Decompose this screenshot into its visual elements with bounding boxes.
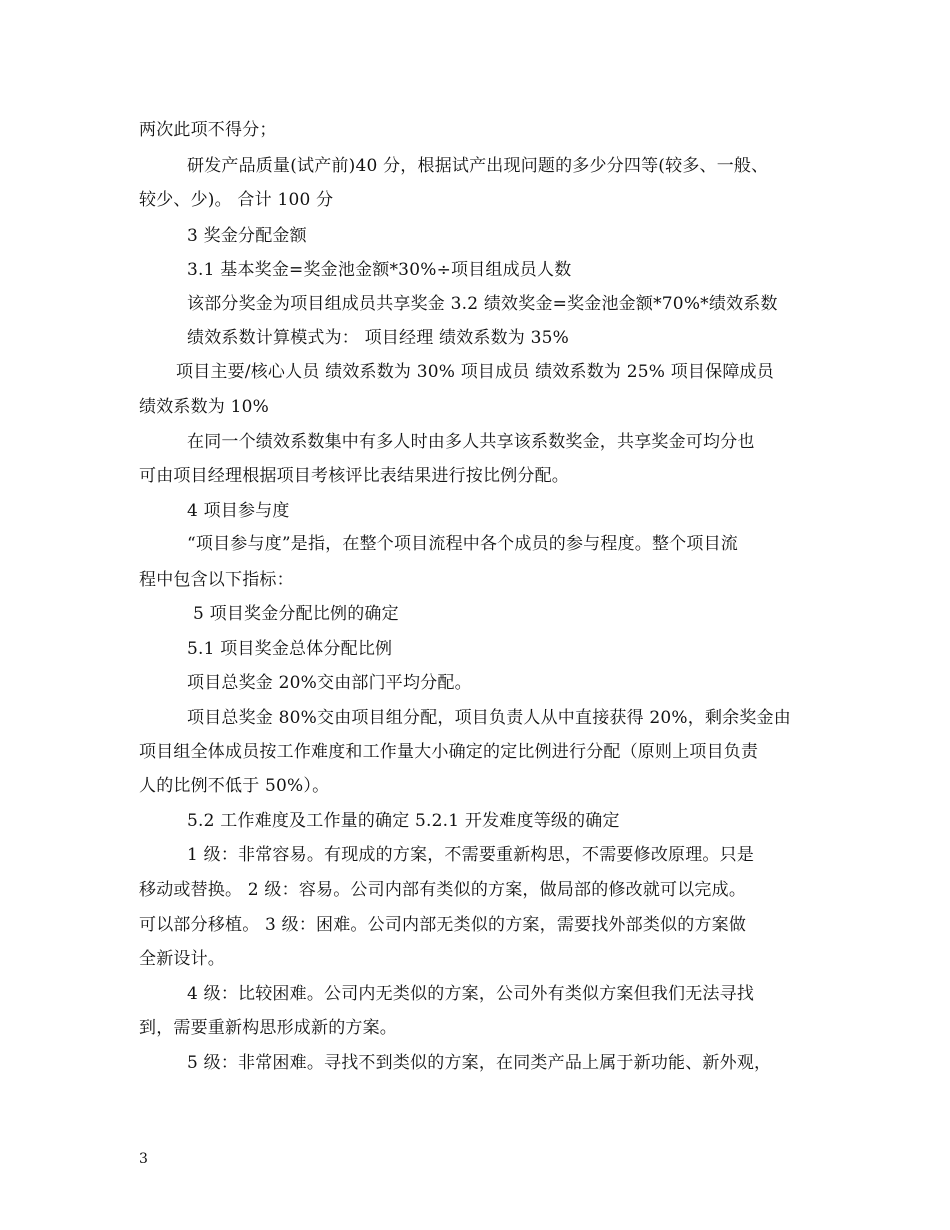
text-line: 人的比例不低于 50%）。 <box>139 776 330 796</box>
text-line: 该部分奖金为项目组成员共享奖金 3.2 绩效奖金=奖金池金额*70%*绩效系数 <box>187 294 778 314</box>
text-line: 较少、少)。 合计 100 分 <box>139 190 334 210</box>
text-line: 项目组全体成员按工作难度和工作量大小确定的定比例进行分配（原则上项目负责 <box>139 742 759 762</box>
text-line: 项目总奖金 20%交由部门平均分配。 <box>187 673 472 693</box>
text-line: 全新设计。 <box>139 949 225 969</box>
text-line: 程中包含以下指标： <box>139 570 294 590</box>
text-line: 5 级：非常困难。寻找不到类似的方案，在同类产品上属于新功能、新外观， <box>187 1053 772 1073</box>
text-line: 4 级：比较困难。公司内无类似的方案，公司外有类似方案但我们无法寻找 <box>187 984 755 1004</box>
subsection-heading: 3.1 基本奖金=奖金池金额*30%÷项目组成员人数 <box>187 260 572 280</box>
text-line: 1 级：非常容易。有现成的方案，不需要重新构思，不需要修改原理。只是 <box>187 845 755 865</box>
text-line: 移动或替换。 2 级：容易。公司内部有类似的方案，做局部的修改就可以完成。 <box>139 880 747 900</box>
section-heading: 3 奖金分配金额 <box>187 226 307 246</box>
text-line: 绩效系数计算模式为： 项目经理 绩效系数为 35% <box>187 328 569 348</box>
text-line: 在同一个绩效系数集中有多人时由多人共享该系数奖金，共享奖金可均分也 <box>187 432 755 452</box>
page-number: 3 <box>139 1151 148 1167</box>
text-line: 研发产品质量(试产前)40 分，根据试产出现问题的多少分四等(较多、一般、 <box>187 156 769 176</box>
text-line: 项目总奖金 80%交由项目组分配，项目负责人从中直接获得 20%，剩余奖金由 <box>187 708 791 728</box>
text-line: 可以部分移植。 3 级：困难。公司内部无类似的方案，需要找外部类似的方案做 <box>139 915 747 935</box>
text-line: 可由项目经理根据项目考核评比表结果进行按比例分配。 <box>139 466 569 486</box>
section-heading: 5 项目奖金分配比例的确定 <box>193 604 399 624</box>
subsection-heading: 5.2 工作难度及工作量的确定 5.2.1 开发难度等级的确定 <box>187 811 620 831</box>
subsection-heading: 5.1 项目奖金总体分配比例 <box>187 639 393 659</box>
text-line: “项目参与度”是指，在整个项目流程中各个成员的参与程度。整个项目流 <box>187 534 738 554</box>
text-line: 到，需要重新构思形成新的方案。 <box>139 1018 397 1038</box>
text-line: 两次此项不得分； <box>139 120 277 140</box>
text-line: 项目主要/核心人员 绩效系数为 30% 项目成员 绩效系数为 25% 项目保障成员 <box>176 362 774 382</box>
section-heading: 4 项目参与度 <box>187 501 290 521</box>
text-line: 绩效系数为 10% <box>139 397 269 417</box>
